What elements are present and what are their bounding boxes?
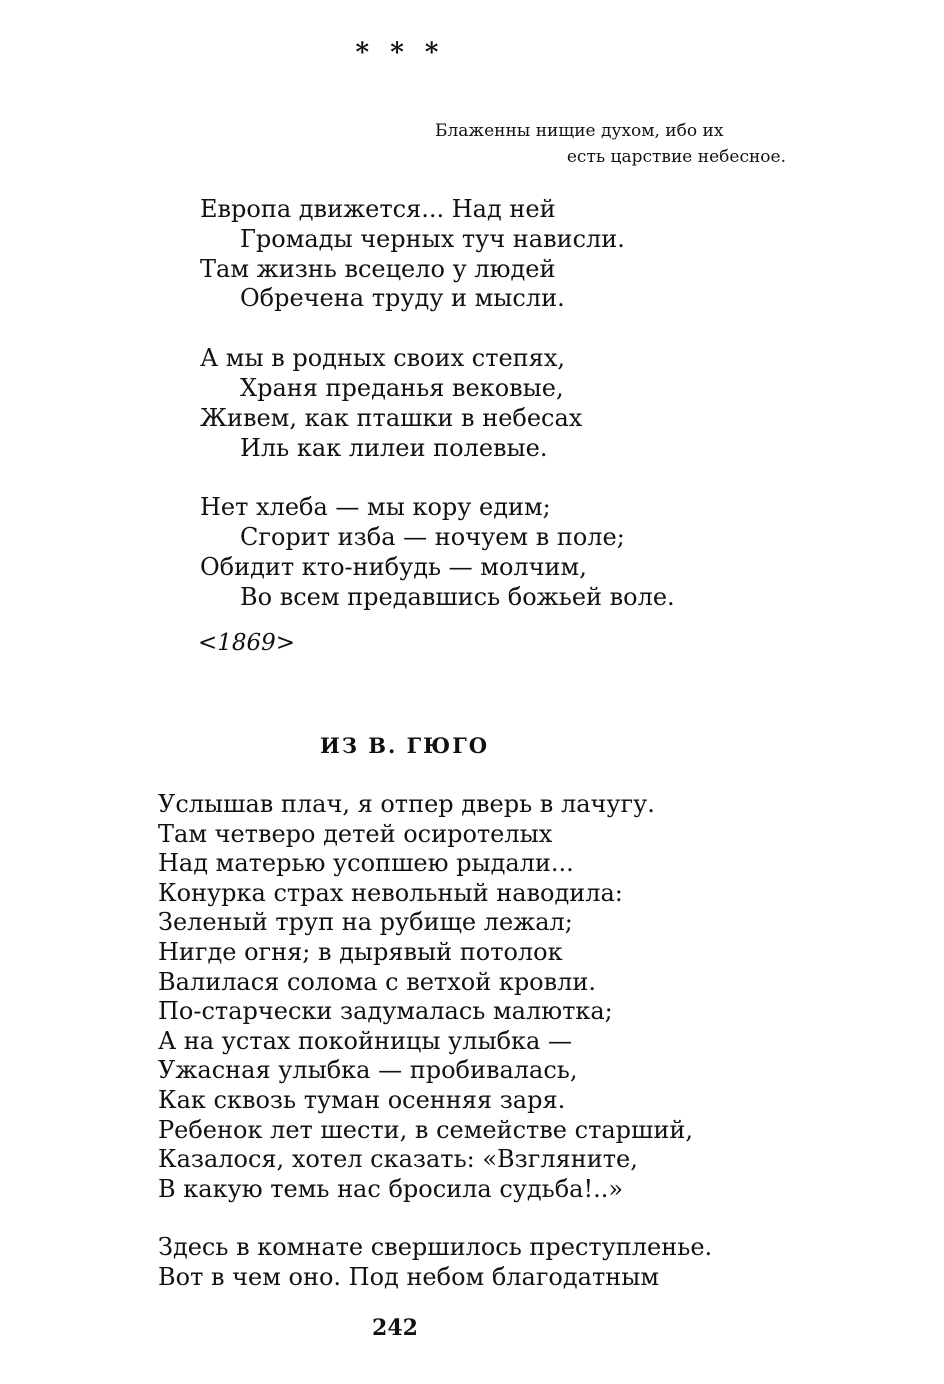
verse-line: По-старчески задумалась малютка;	[158, 997, 613, 1026]
verse-line: Ребенок лет шести, в семействе старший,	[158, 1115, 693, 1144]
verse-line: Казалося, хотел сказать: «Взгляните,	[158, 1145, 638, 1174]
epigraph-line: есть царствие небесное.	[566, 147, 786, 167]
epigraph	[395, 118, 790, 170]
stanza	[200, 344, 760, 463]
verse-line: Обидит кто-нибудь — молчим,	[200, 552, 587, 581]
verse-line: Нигде огня; в дырявый потолок	[158, 937, 563, 966]
stanza	[200, 493, 760, 612]
epigraph-line: Блаженны нищие духом, ибо их	[435, 121, 724, 141]
verse-line: В какую темь нас бросила судьба!..»	[158, 1174, 624, 1203]
verse-line: Зеленый труп на рубище лежал;	[158, 908, 573, 937]
poem-1	[200, 195, 760, 643]
section-separator: * * *	[355, 38, 445, 68]
verse-line: Храня преданья вековые,	[240, 373, 564, 402]
verse-line: Ужасная улыбка — пробивалась,	[158, 1056, 578, 1085]
verse-line: Там четверо детей осиротелых	[158, 819, 553, 848]
verse-line: Там жизнь всецело у людей	[200, 254, 556, 283]
verse-line: Здесь в комнате свершилось преступленье.	[158, 1233, 713, 1262]
stanza	[158, 1233, 898, 1292]
verse-line: Громады черных туч нависли.	[240, 224, 625, 253]
stanza	[200, 195, 760, 314]
verse-line: Нет хлеба — мы кору едим;	[200, 493, 551, 522]
verse-line: А мы в родных своих степях,	[200, 344, 565, 373]
poem-title: ИЗ В. ГЮГО	[320, 733, 489, 758]
verse-line: Во всем предавшись божьей воле.	[240, 582, 675, 611]
poem-date: <1869>	[198, 630, 296, 656]
poem-2	[158, 790, 898, 1322]
verse-line: Валилася солома с ветхой кровли.	[158, 967, 597, 996]
verse-line: Сгорит изба — ночуем в поле;	[240, 523, 625, 552]
verse-line: Над матерью усопшею рыдали...	[158, 849, 574, 878]
verse-line: Услышав плач, я отпер дверь в лачугу.	[158, 790, 655, 818]
verse-line: Европа движется... Над ней	[200, 195, 556, 223]
verse-line: А на устах покойницы улыбка —	[158, 1026, 572, 1055]
verse-line: Конурка страх невольный наводила:	[158, 878, 623, 907]
verse-line: Обречена труду и мысли.	[240, 284, 565, 313]
verse-line: Как сквозь туман осенняя заря.	[158, 1085, 566, 1114]
page-number: 242	[372, 1315, 418, 1341]
verse-line: Живем, как пташки в небесах	[200, 403, 583, 432]
verse-line: Вот в чем оно. Под небом благодатным	[158, 1262, 659, 1291]
stanza	[158, 790, 898, 1204]
verse-line: Иль как лилеи полевые.	[240, 433, 548, 462]
